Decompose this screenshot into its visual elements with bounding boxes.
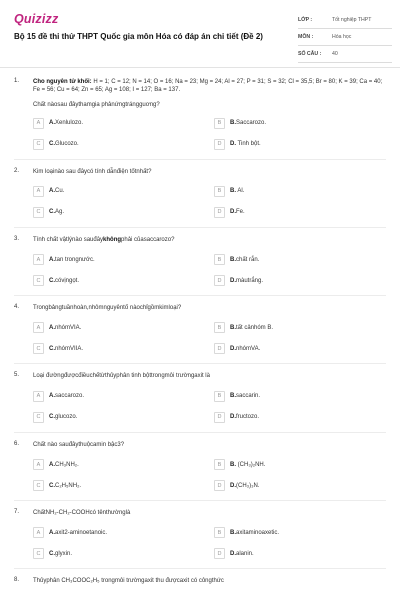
question-text: Trongbảngtuầnhoàn,nhômnguyêntố nàochỉgồmkimloại? (33, 305, 182, 312)
options (33, 391, 388, 423)
question-text: ChấtNH₂-CH₂-COOHcó tênthườnglà (33, 510, 131, 517)
option-key: A. (49, 188, 55, 195)
option-key: D. (230, 141, 236, 148)
option-c[interactable] (33, 343, 214, 354)
meta-row-count (298, 46, 392, 63)
option-text: saccarozo. (55, 393, 85, 400)
option-key: D. (230, 482, 236, 489)
option-b[interactable] (214, 459, 388, 470)
question-4 (0, 304, 400, 364)
option-key: C. (49, 141, 55, 148)
meta-table (298, 12, 392, 63)
question-body: Tính chất vậtlýnào sauđây (33, 236, 104, 243)
option-text: Glucozo. (55, 141, 79, 148)
option-letter-box: A (33, 254, 44, 265)
options (33, 254, 388, 286)
question-number: 2. (14, 167, 20, 174)
meta-row-subject (298, 29, 392, 46)
meta-key: LỚP : (298, 17, 313, 23)
option-letter-box: D (214, 343, 225, 354)
option-text: màutrắng. (236, 277, 264, 284)
option-b[interactable] (214, 186, 388, 197)
option-key: D. (230, 209, 236, 216)
option-letter-box: D (214, 412, 225, 423)
option-d[interactable] (214, 207, 388, 218)
option-b[interactable] (214, 527, 388, 538)
option-b[interactable] (214, 254, 388, 265)
option-text: glucozo. (55, 414, 78, 421)
option-letter-box: B (214, 391, 225, 402)
option-text: tan trongnước. (55, 256, 95, 263)
question-prompt: Chất nàosau đâythamgia phảnứngtrángguơng? (33, 101, 160, 108)
option-letter-box: D (214, 275, 225, 286)
option-key: C. (49, 209, 55, 216)
option-key: D. (230, 414, 236, 421)
option-letter-box: C (33, 139, 44, 150)
question-5 (0, 372, 400, 432)
option-a[interactable] (33, 254, 214, 265)
option-letter-box: C (33, 480, 44, 491)
option-letter-box: A (33, 118, 44, 129)
meta-value: Hóa học (332, 34, 352, 40)
option-key: D. (230, 345, 236, 352)
option-text: (CH₃)₃N. (236, 482, 260, 489)
option-key: C. (49, 482, 55, 489)
option-key: D. (230, 550, 236, 557)
option-c[interactable] (33, 139, 214, 150)
option-key: A. (49, 120, 55, 127)
question-body-end: phải củasaccarozo? (121, 236, 175, 243)
option-text: tất cảnhóm B. (236, 324, 274, 331)
header-divider (0, 67, 400, 68)
option-c[interactable] (33, 480, 214, 491)
option-d[interactable] (214, 139, 388, 150)
option-letter-box: C (33, 207, 44, 218)
option-text: Tinh bột. (236, 141, 261, 148)
option-a[interactable] (33, 459, 214, 470)
option-c[interactable] (33, 207, 214, 218)
question-divider (14, 227, 386, 228)
option-b[interactable] (214, 391, 388, 402)
option-d[interactable] (214, 275, 388, 286)
options (33, 186, 388, 218)
option-letter-box: D (214, 207, 225, 218)
meta-key: SỐ CÂU : (298, 51, 322, 57)
option-letter-box: A (33, 186, 44, 197)
option-text: axit2-aminoetanoic. (55, 529, 108, 536)
question-lead: Cho nguyên tử khối: (33, 79, 92, 85)
option-letter-box: A (33, 527, 44, 538)
option-key: A. (49, 393, 55, 400)
option-c[interactable] (33, 412, 214, 423)
option-text: cóvịngọt. (55, 277, 80, 284)
question-number: 8. (14, 577, 20, 584)
option-d[interactable] (214, 343, 388, 354)
option-text: CH₃NH₂. (55, 461, 79, 468)
meta-value: Tốt nghiệp THPT (332, 17, 372, 23)
question-divider (14, 568, 386, 569)
option-letter-box: A (33, 391, 44, 402)
option-letter-box: C (33, 275, 44, 286)
option-text: nhómVA. (236, 345, 261, 352)
question-number: 3. (14, 235, 20, 242)
option-key: B. (230, 324, 236, 331)
option-text: Xenlulozo. (55, 120, 84, 127)
option-key: A. (49, 461, 55, 468)
option-text: C₂H₅NH₂. (55, 482, 82, 489)
option-letter-box: D (214, 480, 225, 491)
document-header (0, 0, 400, 72)
question-divider (14, 500, 386, 501)
option-a[interactable] (33, 322, 214, 333)
question-number: 4. (14, 304, 20, 311)
option-key: B. (230, 529, 236, 536)
option-a[interactable] (33, 391, 214, 402)
option-key: C. (49, 277, 55, 284)
option-letter-box: B (214, 118, 225, 129)
meta-row-class (298, 12, 392, 29)
option-letter-box: C (33, 548, 44, 559)
option-letter-box: A (33, 322, 44, 333)
option-key: A. (49, 529, 55, 536)
option-key: B. (230, 256, 236, 263)
option-c[interactable] (33, 275, 214, 286)
option-letter-box: C (33, 343, 44, 354)
option-a[interactable] (33, 118, 214, 129)
option-key: A. (49, 324, 55, 331)
question-list (0, 78, 400, 586)
question-3 (0, 236, 400, 296)
question-text: Thủyphân CH₃COOC₂H₅ trongmôi trườngaxit thu đượcaxit có côngthức (33, 578, 224, 585)
option-a[interactable] (33, 186, 214, 197)
option-text: nhómVIIA. (55, 345, 84, 352)
option-key: C. (49, 414, 55, 421)
question-number: 5. (14, 372, 20, 379)
question-number: 1. (14, 78, 20, 84)
option-letter-box: B (214, 186, 225, 197)
options (33, 322, 388, 354)
option-b[interactable] (214, 118, 388, 129)
option-key: B. (230, 120, 236, 127)
option-text: (CH₃)₂NH. (236, 461, 266, 468)
option-key: B. (230, 188, 236, 195)
question-text (33, 236, 388, 244)
question-divider (14, 363, 386, 364)
question-divider (14, 295, 386, 296)
option-d[interactable] (214, 480, 388, 491)
option-text: nhómVIA. (55, 324, 82, 331)
question-2 (0, 168, 400, 228)
question-body: H = 1; C = 12; N = 14; O = 16; Na = 23; Mg = 24; Al = 27; P = 31; S = 32; Cl = 35,5; Br = 80; K = 39; Ca = 40; Fe = 56; Cu = 64; Zn = 65; Ag = 108; I = 127; Ba = 137. (33, 79, 383, 94)
options (33, 459, 388, 491)
option-key: A. (49, 256, 55, 263)
question-6 (0, 441, 400, 501)
option-c[interactable] (33, 548, 214, 559)
options (33, 527, 388, 559)
option-d[interactable] (214, 548, 388, 559)
question-divider (14, 159, 386, 160)
option-text: glyxin. (55, 550, 73, 557)
option-a[interactable] (33, 527, 214, 538)
option-text: Al. (236, 188, 245, 195)
option-key: C. (49, 550, 55, 557)
question-divider (14, 432, 386, 433)
option-key: B. (230, 393, 236, 400)
option-letter-box: D (214, 548, 225, 559)
option-key: B. (230, 461, 236, 468)
document-title: Bộ 15 đề thi thử THPT Quốc gia môn Hóa có đáp án chi tiết (Đề 2) (14, 32, 263, 41)
option-text: chất rắn. (236, 256, 260, 263)
option-text: alanin. (236, 550, 254, 557)
option-key: D. (230, 277, 236, 284)
option-text: Ag. (55, 209, 65, 216)
option-text: Saccarozo. (236, 120, 267, 127)
option-letter-box: C (33, 412, 44, 423)
option-letter-box: B (214, 459, 225, 470)
option-b[interactable] (214, 322, 388, 333)
option-text: axitaminoaxetic. (236, 529, 280, 536)
option-letter-box: B (214, 254, 225, 265)
option-text: fructozo. (236, 414, 260, 421)
question-7 (0, 509, 400, 569)
option-text: saccarin. (236, 393, 261, 400)
option-text: Fe. (236, 209, 245, 216)
option-letter-box: B (214, 322, 225, 333)
question-8 (0, 577, 400, 585)
option-letter-box: A (33, 459, 44, 470)
option-key: C. (49, 345, 55, 352)
options (33, 118, 388, 150)
question-text (33, 78, 388, 95)
option-text: Cu. (55, 188, 65, 195)
meta-key: MÔN : (298, 34, 314, 40)
meta-value: 40 (332, 51, 338, 57)
option-letter-box: D (214, 139, 225, 150)
question-1 (0, 78, 400, 160)
question-text: Kim loạinào sau đâycó tính dẫnđiện tốtnhất? (33, 168, 152, 175)
question-text: Loại đườngđượcđiềuchếtừthủyphân tinh bộttrongmôi trườngaxit là (33, 373, 210, 380)
question-text: Chất nào sauđâythuộcamin bậc3? (33, 441, 125, 448)
question-number: 7. (14, 509, 20, 516)
option-letter-box: B (214, 527, 225, 538)
question-number: 6. (14, 440, 20, 447)
option-d[interactable] (214, 412, 388, 423)
question-emphasis: không (103, 236, 122, 243)
quizizz-logo: Quizizz (14, 12, 59, 26)
